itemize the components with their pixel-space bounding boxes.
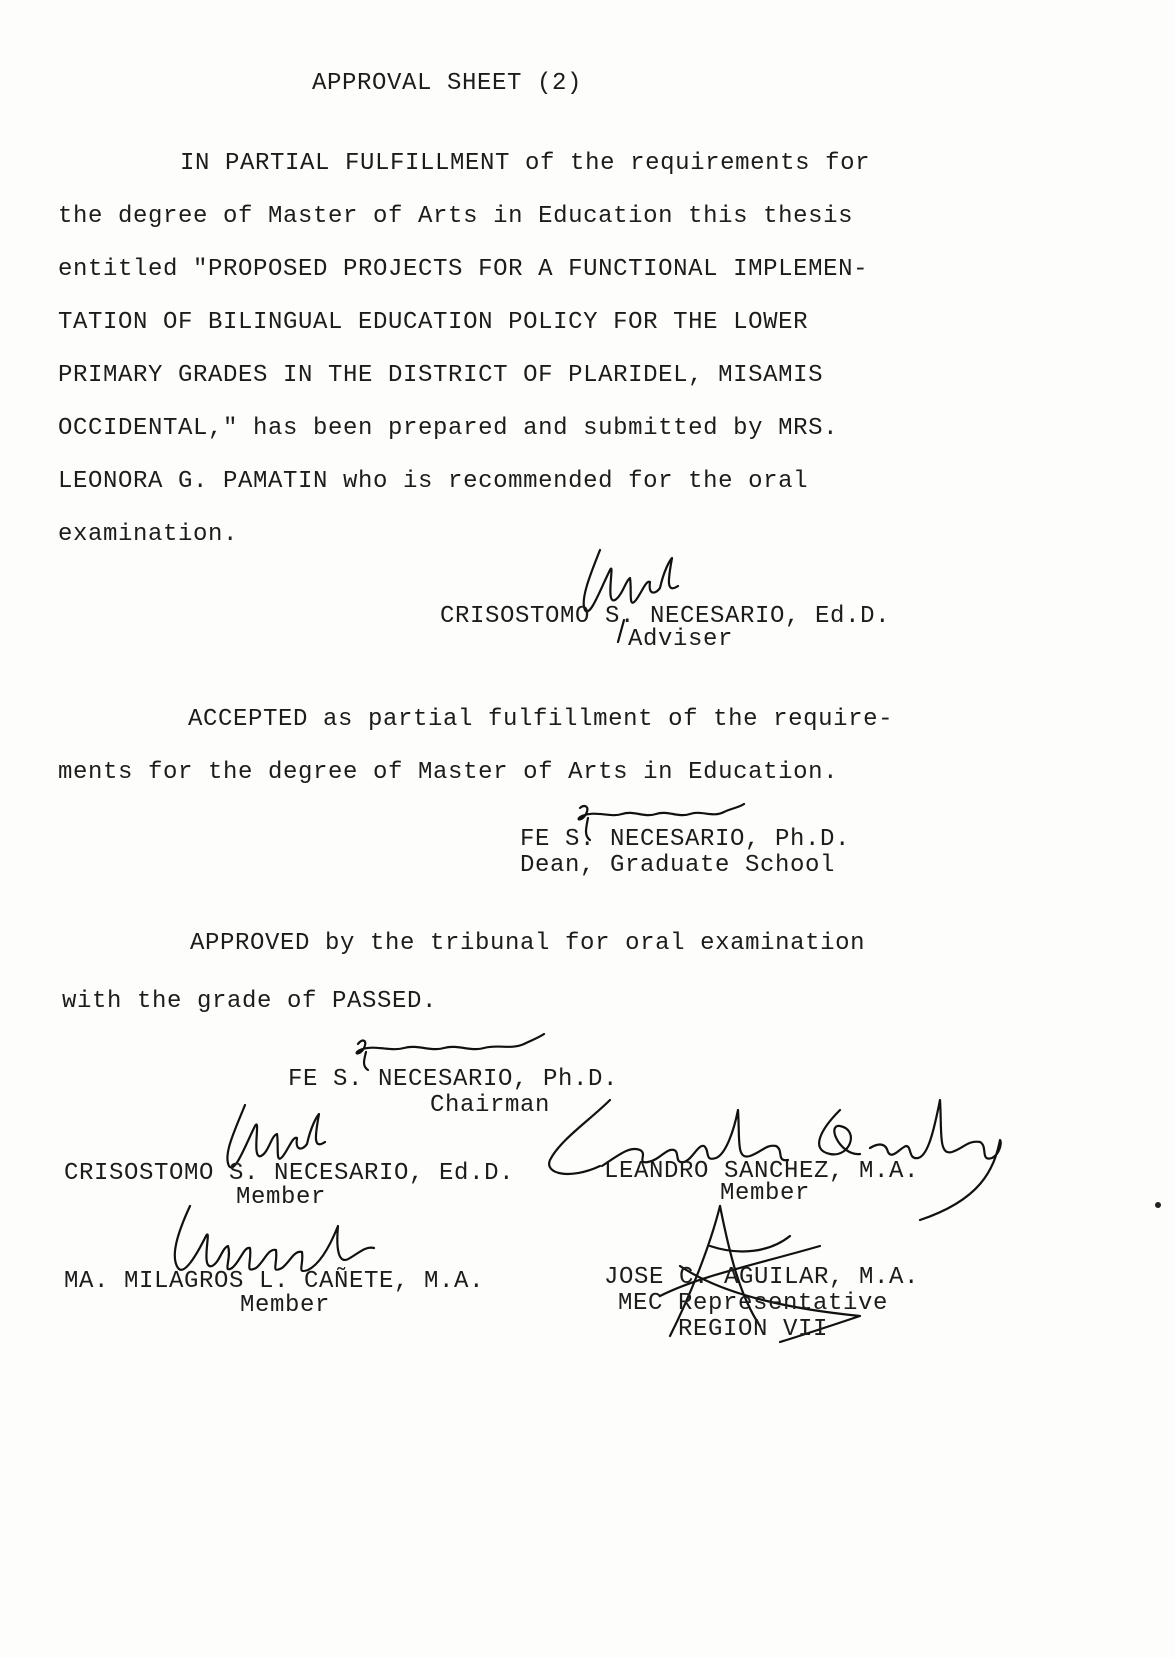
document-title: APPROVAL SHEET (2) (312, 70, 583, 97)
body-line: entitled "PROPOSED PROJECTS FOR A FUNCTIONAL IMPLEMEN- (58, 256, 869, 283)
acceptance-line: ACCEPTED as partial fulfillment of the require- (188, 706, 894, 733)
body-line: TATION OF BILINGUAL EDUCATION POLICY FOR THE LOWER (58, 309, 809, 336)
body-line: IN PARTIAL FULFILLMENT of the requirements for (180, 150, 871, 177)
chairman-role: Chairman (430, 1092, 551, 1119)
body-line: PRIMARY GRADES IN THE DISTRICT OF PLARIDEL, MISAMIS (58, 362, 824, 389)
approval-line: with the grade of PASSED. (62, 988, 438, 1015)
chairman-name: FE S. NECESARIO, Ph.D. (288, 1066, 619, 1093)
acceptance-line: ments for the degree of Master of Arts in Education. (58, 759, 839, 786)
member-crisostomo-role: Member (236, 1184, 327, 1211)
adviser-name: CRISOSTOMO S. NECESARIO, Ed.D. (440, 603, 891, 630)
representative-name: JOSE C. AGUILAR, M.A. (604, 1264, 920, 1291)
member-canete-name: MA. MILAGROS L. CAÑETE, M.A. (64, 1268, 485, 1295)
member-sanchez-role: Member (720, 1180, 811, 1207)
adviser-role: Adviser (628, 626, 734, 653)
edge-mark (1155, 1202, 1161, 1208)
dean-name: FE S. NECESARIO, Ph.D. (520, 826, 851, 853)
representative-role: MEC Representative (618, 1290, 889, 1317)
member-sanchez-name: LEANDRO SANCHEZ, M.A. (604, 1158, 920, 1185)
body-line: examination. (58, 521, 239, 548)
body-line: LEONORA G. PAMATIN who is recommended for the oral (58, 468, 809, 495)
body-line: OCCIDENTAL," has been prepared and submitted by MRS. (58, 415, 839, 442)
member-canete-role: Member (240, 1292, 331, 1319)
body-line: the degree of Master of Arts in Education this thesis (58, 203, 854, 230)
member-crisostomo-name: CRISOSTOMO S. NECESARIO, Ed.D. (64, 1160, 515, 1187)
dean-role: Dean, Graduate School (520, 852, 836, 879)
approval-line: APPROVED by the tribunal for oral examination (190, 930, 866, 957)
representative-region: REGION VII (678, 1316, 829, 1343)
